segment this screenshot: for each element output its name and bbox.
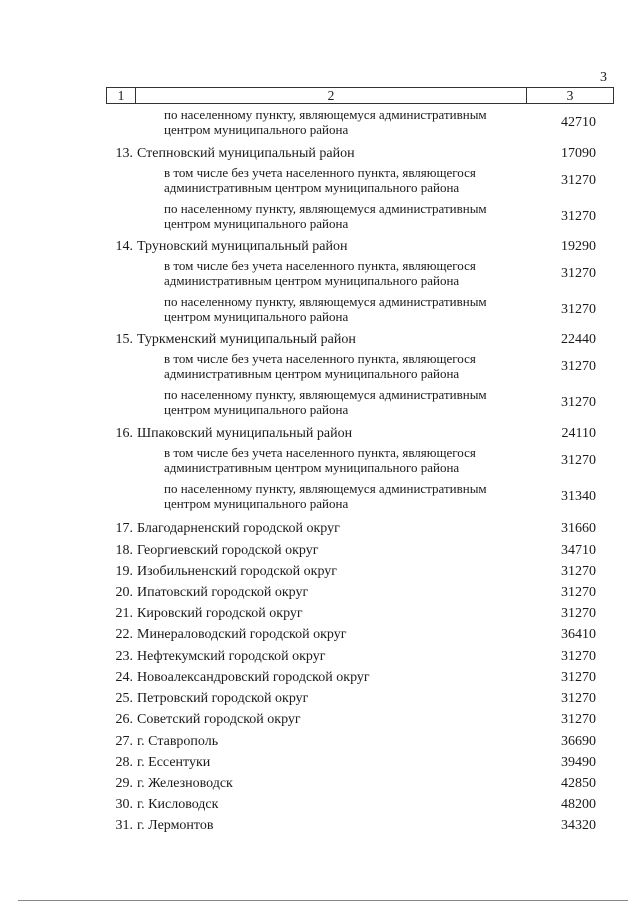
row-value: 31270 (561, 208, 596, 224)
header-col-2: 2 (136, 88, 527, 103)
row-value: 19290 (561, 238, 596, 254)
row-name: в том числе без учета населенного пункта, являющегося административным центром муниципального района (164, 445, 476, 475)
row-number: 21. (115, 605, 133, 621)
row-number: 14. (115, 238, 133, 254)
row-value: 48200 (561, 796, 596, 812)
row-number: 26. (115, 711, 133, 727)
row-number: 27. (115, 733, 133, 749)
row-value: 31660 (561, 520, 596, 536)
row-name: в том числе без учета населенного пункта, являющегося административным центром муниципального района (164, 258, 476, 288)
row-number: 17. (115, 520, 133, 536)
table-row (104, 445, 596, 476)
row-name: Туркменский муниципальный район (137, 331, 356, 347)
row-value: 34320 (561, 817, 596, 833)
table-row (104, 423, 596, 444)
row-value: 31270 (561, 711, 596, 727)
row-number: 20. (115, 584, 133, 600)
row-number: 15. (115, 331, 133, 347)
row-name: Ипатовский городской округ (137, 584, 309, 600)
row-value: 31270 (561, 584, 596, 600)
table-row (104, 518, 596, 539)
row-value: 17090 (561, 145, 596, 161)
row-number: 19. (115, 563, 133, 579)
table-row (104, 752, 596, 773)
row-name: Минераловодский городской округ (137, 626, 347, 642)
row-number: 31. (115, 817, 133, 833)
row-value: 31340 (561, 488, 596, 504)
table-row (104, 815, 596, 836)
table-row (104, 387, 596, 418)
bottom-rule (18, 900, 628, 901)
table-row (104, 794, 596, 815)
row-value: 31270 (561, 394, 596, 410)
row-name: Кировский городской округ (137, 605, 303, 621)
row-value: 31270 (561, 563, 596, 579)
table-row (104, 294, 596, 325)
row-number: 13. (115, 145, 133, 161)
row-name: Новоалександровский городской округ (137, 669, 370, 685)
row-name: г. Железноводск (137, 775, 233, 791)
table-row (104, 329, 596, 350)
row-value: 31270 (561, 605, 596, 621)
row-name: г. Лермонтов (137, 817, 214, 833)
row-value: 22440 (561, 331, 596, 347)
row-value: 24110 (561, 425, 596, 441)
table-row (104, 773, 596, 794)
row-number: 30. (115, 796, 133, 812)
row-name: Шпаковский муниципальный район (137, 425, 353, 441)
row-number: 18. (115, 542, 133, 558)
row-value: 36410 (561, 626, 596, 642)
row-value: 42850 (561, 775, 596, 791)
row-number: 22. (115, 626, 133, 642)
row-name: г. Ессентуки (137, 754, 211, 770)
table-row (104, 201, 596, 232)
row-value: 36690 (561, 733, 596, 749)
row-name: по населенному пункту, являющемуся административным центром муниципального района (164, 107, 487, 137)
table-row (104, 107, 596, 138)
table-row (104, 481, 596, 512)
table-row (104, 688, 596, 709)
row-value: 31270 (561, 690, 596, 706)
row-number: 23. (115, 648, 133, 664)
header-col-3: 3 (566, 87, 574, 103)
table-row (104, 165, 596, 196)
table-row (104, 561, 596, 582)
table-row (104, 603, 596, 624)
row-name: Нефтекумский городской округ (137, 648, 326, 664)
row-number: 28. (115, 754, 133, 770)
row-name: Благодарненский городской округ (137, 520, 340, 536)
row-name: Труновский муниципальный район (137, 238, 348, 254)
row-value: 31270 (561, 265, 596, 281)
table-row (104, 540, 596, 561)
row-value: 31270 (561, 648, 596, 664)
header-col-1: 1 (107, 88, 136, 103)
table-row (104, 646, 596, 667)
row-name: Петровский городской округ (137, 690, 309, 706)
row-value: 34710 (561, 542, 596, 558)
row-value: 31270 (561, 452, 596, 468)
row-value: 31270 (561, 172, 596, 188)
row-value: 31270 (561, 358, 596, 374)
row-name: по населенному пункту, являющемуся административным центром муниципального района (164, 481, 487, 511)
row-name: г. Кисловодск (137, 796, 219, 812)
row-name: в том числе без учета населенного пункта, являющегося административным центром муниципального района (164, 351, 476, 381)
table-row (104, 709, 596, 730)
row-name: в том числе без учета населенного пункта, являющегося административным центром муниципального района (164, 165, 476, 195)
row-name: Степновский муниципальный район (137, 145, 355, 161)
row-name: Георгиевский городской округ (137, 542, 319, 558)
row-value: 42710 (561, 114, 596, 130)
table-row (104, 143, 596, 164)
row-number: 29. (115, 775, 133, 791)
table-row (104, 667, 596, 688)
row-value: 31270 (561, 301, 596, 317)
row-value: 39490 (561, 754, 596, 770)
table-row (104, 351, 596, 382)
table-row (104, 731, 596, 752)
row-name: Изобильненский городской округ (137, 563, 338, 579)
row-number: 25. (115, 690, 133, 706)
row-name: по населенному пункту, являющемуся административным центром муниципального района (164, 201, 487, 231)
row-number: 16. (115, 425, 133, 441)
table-row (104, 236, 596, 257)
row-name: по населенному пункту, являющемуся административным центром муниципального района (164, 294, 487, 324)
page-number: 3 (600, 70, 607, 85)
table-row (104, 258, 596, 289)
table-header (106, 87, 614, 104)
row-name: г. Ставрополь (137, 733, 219, 749)
row-name: по населенному пункту, являющемуся административным центром муниципального района (164, 387, 487, 417)
row-number: 24. (115, 669, 133, 685)
table-row (104, 582, 596, 603)
table-row (104, 624, 596, 645)
row-name: Советский городской округ (137, 711, 301, 727)
row-value: 31270 (561, 669, 596, 685)
